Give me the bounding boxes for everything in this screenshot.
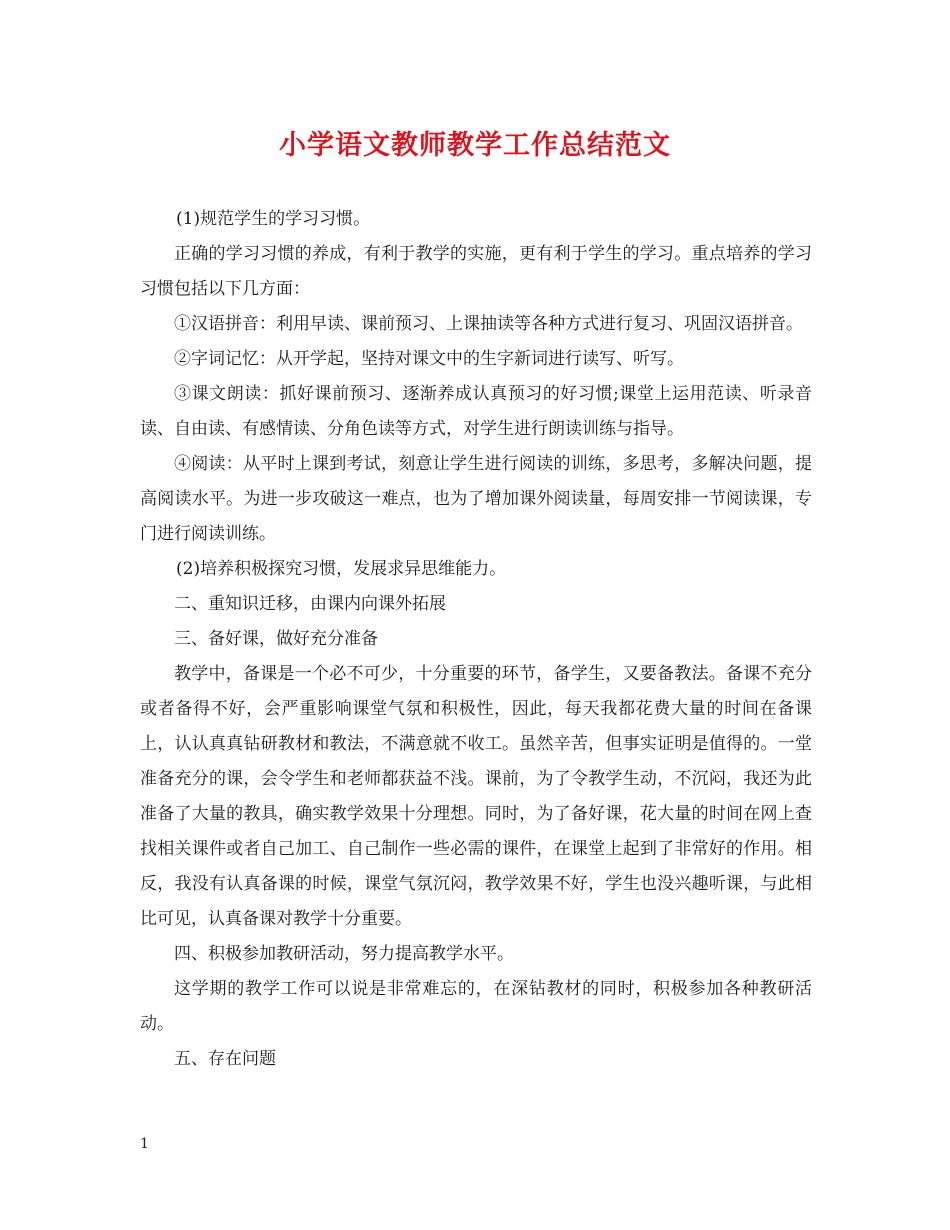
paragraph-7: (2)培养积极探究习惯，发展求异思维能力。 bbox=[176, 559, 507, 579]
paragraph-11: 四、积极参加教研活动，努力提高教学水平。 bbox=[174, 944, 514, 964]
paragraph-3: ①汉语拼音：利用早读、课前预习、上课抽读等各种方式进行复习、巩固汉语拼音。 bbox=[174, 314, 803, 334]
paragraph-10: 教学中，备课是一个必不可少，十分重要的环节，备学生，又要备教法。备课不充分或者备得不好，会严重影响课堂气氛和积极性，因此，每天我都花费大量的时间在备课上，认认真真钻研教材和教法，不满意就不收工。虽然辛苦，但事实证明是值得的。一堂准备充分的课，会令学生和老师都获益不浅。课前，为了令教学生动，不沉闷，我还为此准备了大量的教具，确实教学效果十分理想。同时，为了备好课，花大量的时间在网上查找相关课件或者自己加工、自己制作一些必需的课件，在课堂上起到了非常好的作用。相反，我没有认真备课的时候，课堂气氛沉闷，教学效果不好，学生也没兴趣听课，与此相比可见，认真备课对教学十分重要。 bbox=[140, 664, 812, 929]
document-title: 小学语文教师教学工作总结范文 bbox=[279, 130, 671, 161]
page-number: 1 bbox=[140, 1136, 149, 1152]
paragraph-8: 二、重知识迁移，由课内向课外拓展 bbox=[174, 594, 446, 614]
paragraph-2: 正确的学习习惯的养成，有利于教学的实施，更有利于学生的学习。重点培养的学习习惯包括以下几方面： bbox=[140, 244, 812, 299]
paragraph-13: 五、存在问题 bbox=[174, 1049, 276, 1069]
paragraph-1: (1)规范学生的学习习惯。 bbox=[176, 209, 371, 229]
paragraph-6: ④阅读：从平时上课到考试，刻意让学生进行阅读的训练，多思考，多解决问题，提高阅读水平。为进一步攻破这一难点，也为了增加课外阅读量，每周安排一节阅读课，专门进行阅读训练。 bbox=[140, 454, 812, 544]
paragraph-9: 三、备好课，做好充分准备 bbox=[174, 629, 378, 649]
document-body bbox=[140, 202, 812, 1077]
paragraph-4: ②字词记忆：从开学起，坚持对课文中的生字新词进行读写、听写。 bbox=[174, 349, 684, 369]
paragraph-12: 这学期的教学工作可以说是非常难忘的，在深钻教材的同时，积极参加各种教研活动。 bbox=[140, 979, 812, 1034]
paragraph-5: ③课文朗读：抓好课前预习、逐渐养成认真预习的好习惯;课堂上运用范读、听录音读、自由读、有感情读、分角色读等方式，对学生进行朗读训练与指导。 bbox=[140, 384, 812, 439]
